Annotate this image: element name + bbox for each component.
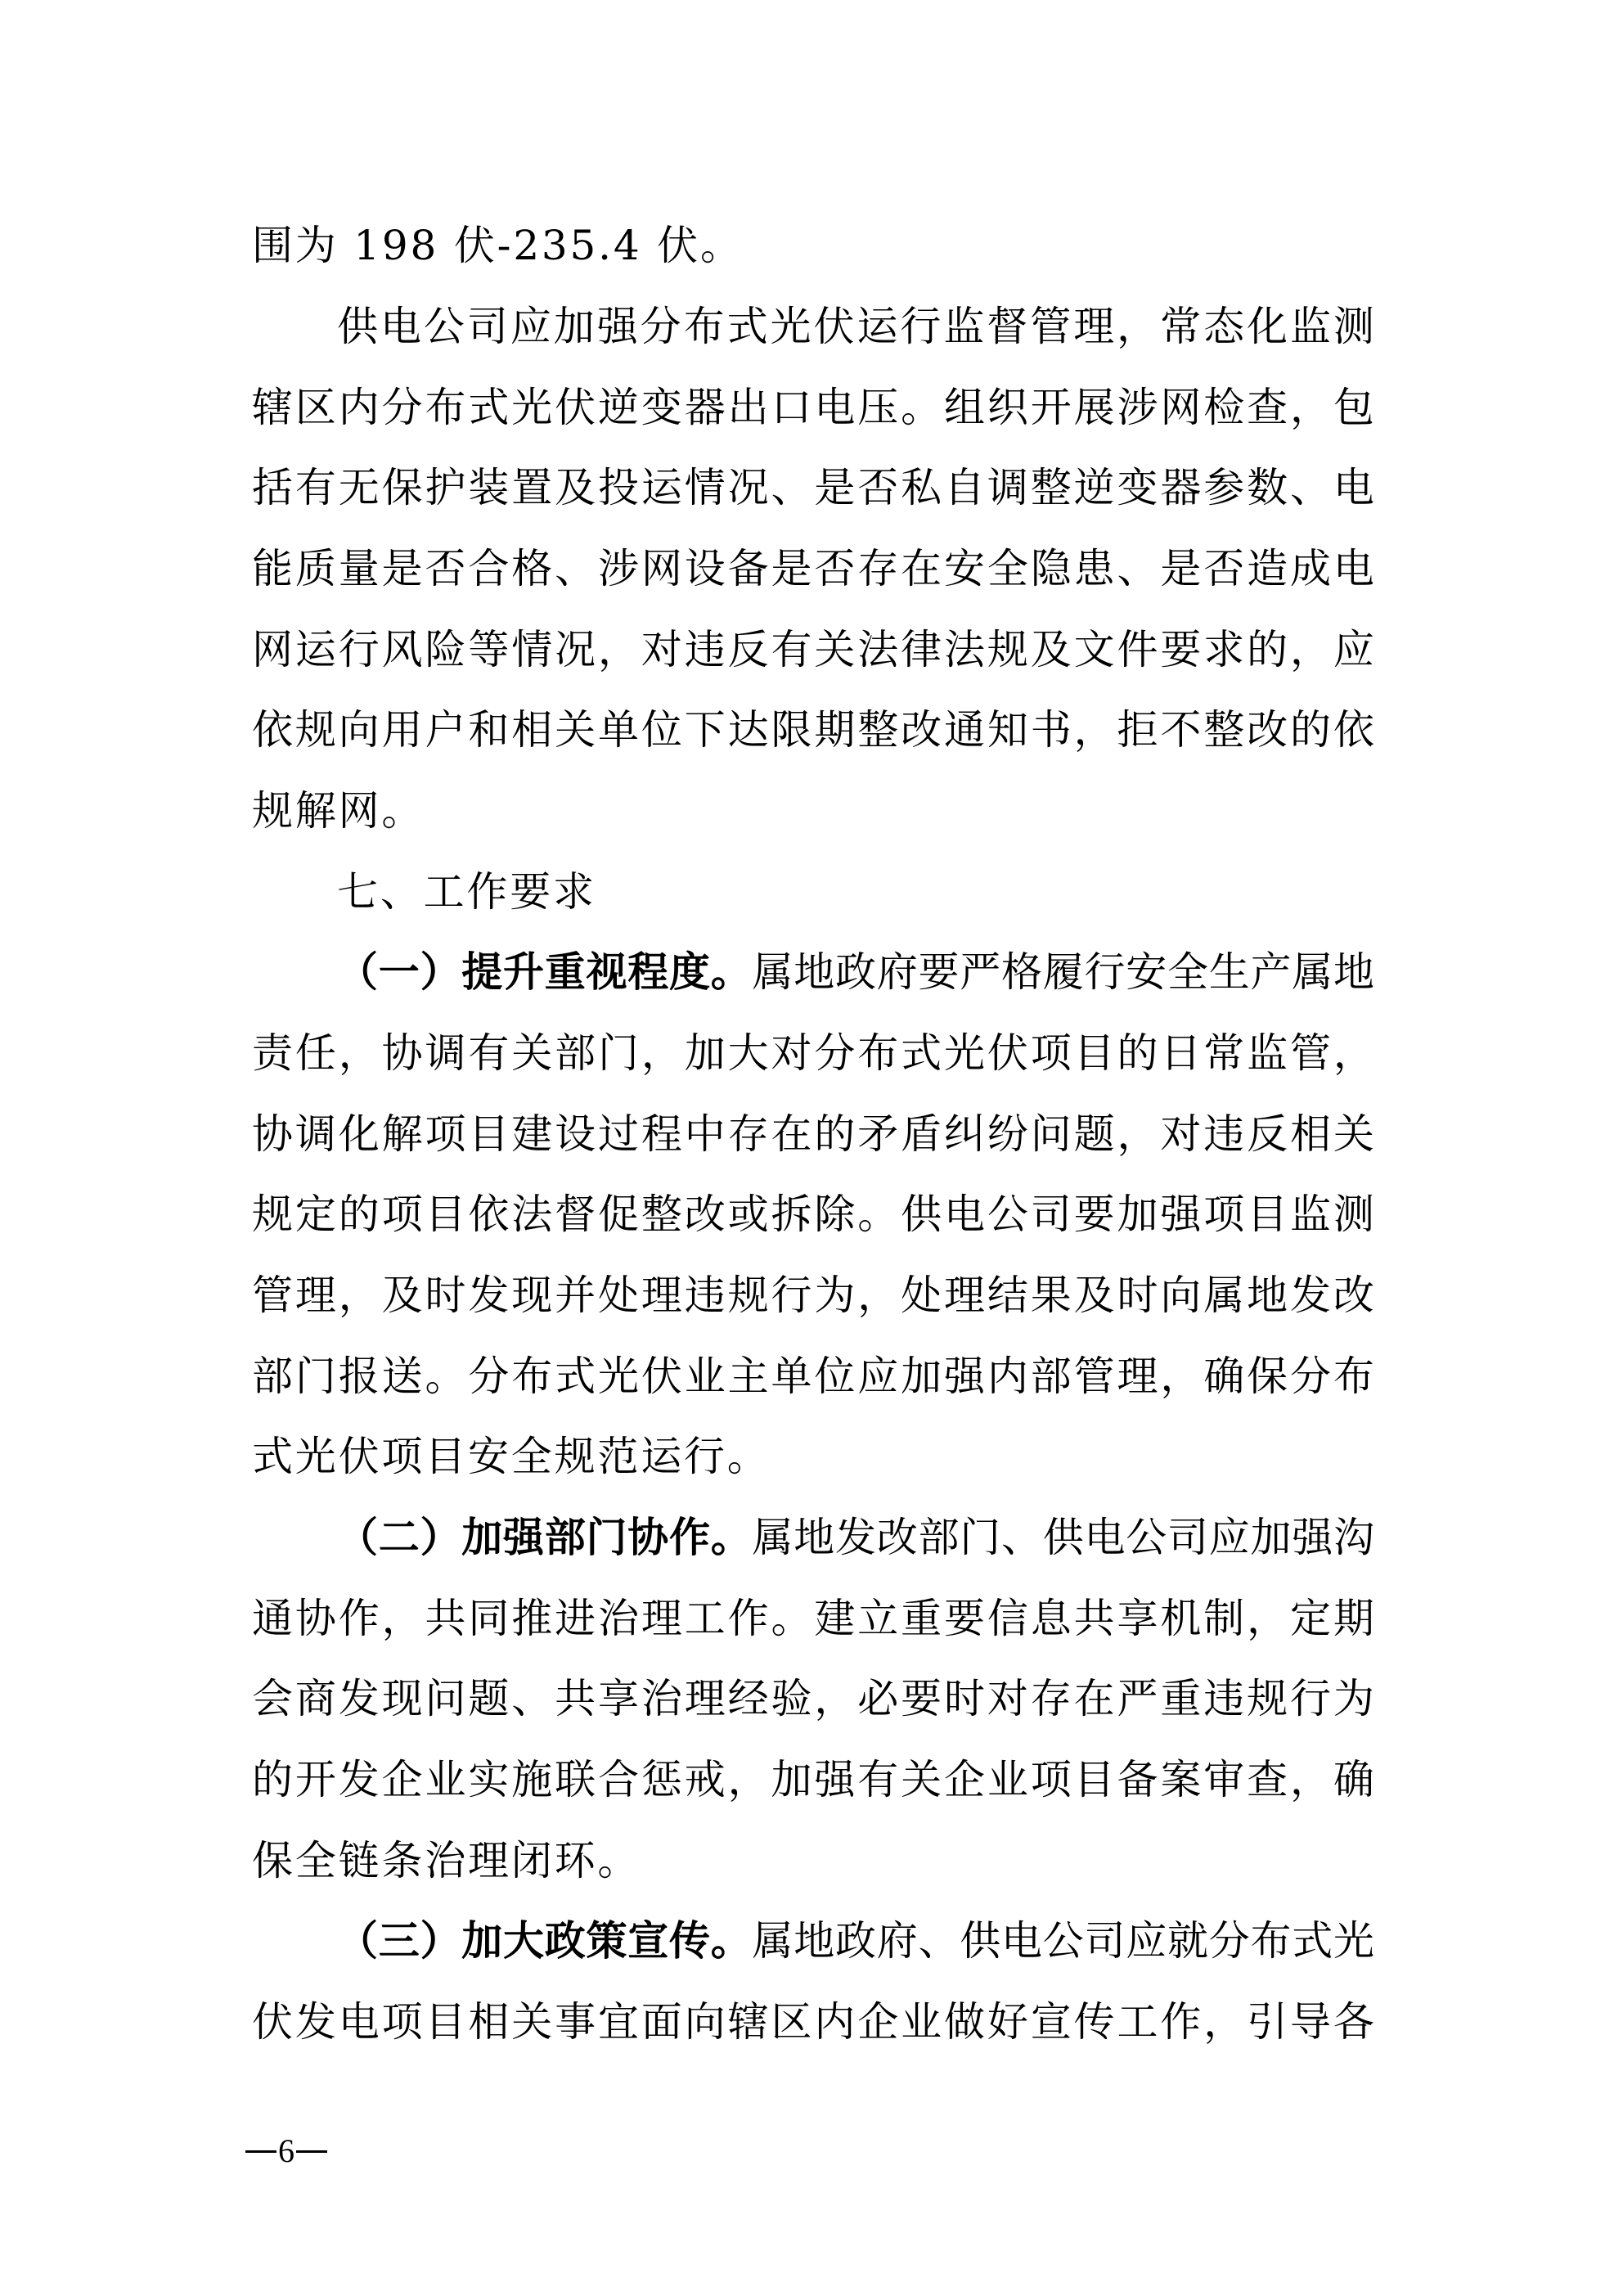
body-paragraph-line: 网 运 行 风 险 等 情 况 ， 对 违 反 有 关 法 律 法 规 及 文 件 要 求 的 ， 应: [252, 626, 1374, 673]
text-run: 保全链条治理闭环。: [252, 1837, 641, 1884]
item-paragraph-line: 责 任 ， 协 调 有 关 部 门 ， 加 大 对 分 布 式 光 伏 项 目 的 日 常 监 管 ，: [252, 1029, 1374, 1077]
page-number-value: 6: [278, 2132, 294, 2169]
item-paragraph-line: （ 一 ） 提 升 重 视 程 度 。 属 地 政 府 要 严 格 履 行 安 全 生 产 属 地: [337, 948, 1374, 996]
section-heading: [337, 867, 1374, 916]
item-paragraph-line: 协 调 化 解 项 目 建 设 过 程 中 存 在 的 矛 盾 纠 纷 问 题 ， 对 违 反 相 关: [252, 1110, 1374, 1158]
text-run: 规解网。: [252, 787, 425, 835]
text-run: 围为 198 伏-235.4 伏。: [252, 222, 744, 269]
item-paragraph-line: 部 门 报 送 。 分 布 式 光 伏 业 主 单 位 应 加 强 内 部 管 理 ， 确 保 分 布: [252, 1353, 1374, 1400]
item-paragraph-line: 会 商 发 现 问 题 、 共 享 治 理 经 验 ， 必 要 时 对 存 在 严 重 违 规 行 为: [252, 1675, 1374, 1722]
text-run: 式光伏项目安全规范运行。: [252, 1433, 771, 1480]
body-paragraph-line: 括 有 无 保 护 装 置 及 投 运 情 况 、 是 否 私 自 调 整 逆 变 器 参 数 、 电: [252, 464, 1374, 511]
item-paragraph-line: （ 三 ） 加 大 政 策 宣 传 。 属 地 政 府 、 供 电 公 司 应 就 分 布 式 光: [337, 1916, 1374, 1965]
item-paragraph-line: 的 开 发 企 业 实 施 联 合 惩 戒 ， 加 强 有 关 企 业 项 目 备 案 审 查 ， 确: [252, 1756, 1374, 1803]
page-number-dash-right: [296, 2150, 327, 2153]
body-paragraph-line: 依 规 向 用 户 和 相 关 单 位 下 达 限 期 整 改 通 知 书 ， 拒 不 整 改 的 依: [252, 706, 1374, 754]
body-paragraph-line: 能 质 量 是 否 合 格 、 涉 网 设 备 是 否 存 在 安 全 隐 患 、 是 否 造 成 电: [252, 545, 1374, 592]
item-paragraph-line: 规 定 的 项 目 依 法 督 促 整 改 或 拆 除 。 供 电 公 司 要 加 强 项 目 监 测: [252, 1191, 1374, 1238]
body-paragraph-line: 辖 区 内 分 布 式 光 伏 逆 变 器 出 口 电 压 。 组 织 开 展 涉 网 检 查 ， 包: [252, 384, 1374, 431]
item-paragraph-line: （ 二 ） 加 强 部 门 协 作 。 属 地 发 改 部 门 、 供 电 公 司 应 加 强 沟: [337, 1513, 1374, 1561]
body-paragraph-line: 供 电 公 司 应 加 强 分 布 式 光 伏 运 行 监 督 管 理 ， 常 态 化 监 测: [337, 303, 1374, 350]
page-number-dash-left: [245, 2150, 276, 2153]
item-paragraph-line: 伏 发 电 项 目 相 关 事 宜 面 向 辖 区 内 企 业 做 好 宣 传 工 作 ， 引 导 各: [252, 1998, 1374, 2046]
heading-text: 七、工作要求: [337, 868, 596, 916]
item-paragraph-line: 通 协 作 ， 共 同 推 进 治 理 工 作 。 建 立 重 要 信 息 共 享 机 制 ， 定 期: [252, 1595, 1374, 1642]
item-paragraph-line: [252, 1836, 1374, 1885]
item-paragraph-line: [252, 1432, 1374, 1481]
page-number: [245, 2131, 327, 2172]
body-paragraph-line: [252, 786, 1374, 835]
paragraph-continuation-line: [252, 221, 1374, 270]
item-paragraph-line: 管 理 ， 及 时 发 现 并 处 理 违 规 行 为 ， 处 理 结 果 及 时 向 属 地 发 改: [252, 1272, 1374, 1319]
